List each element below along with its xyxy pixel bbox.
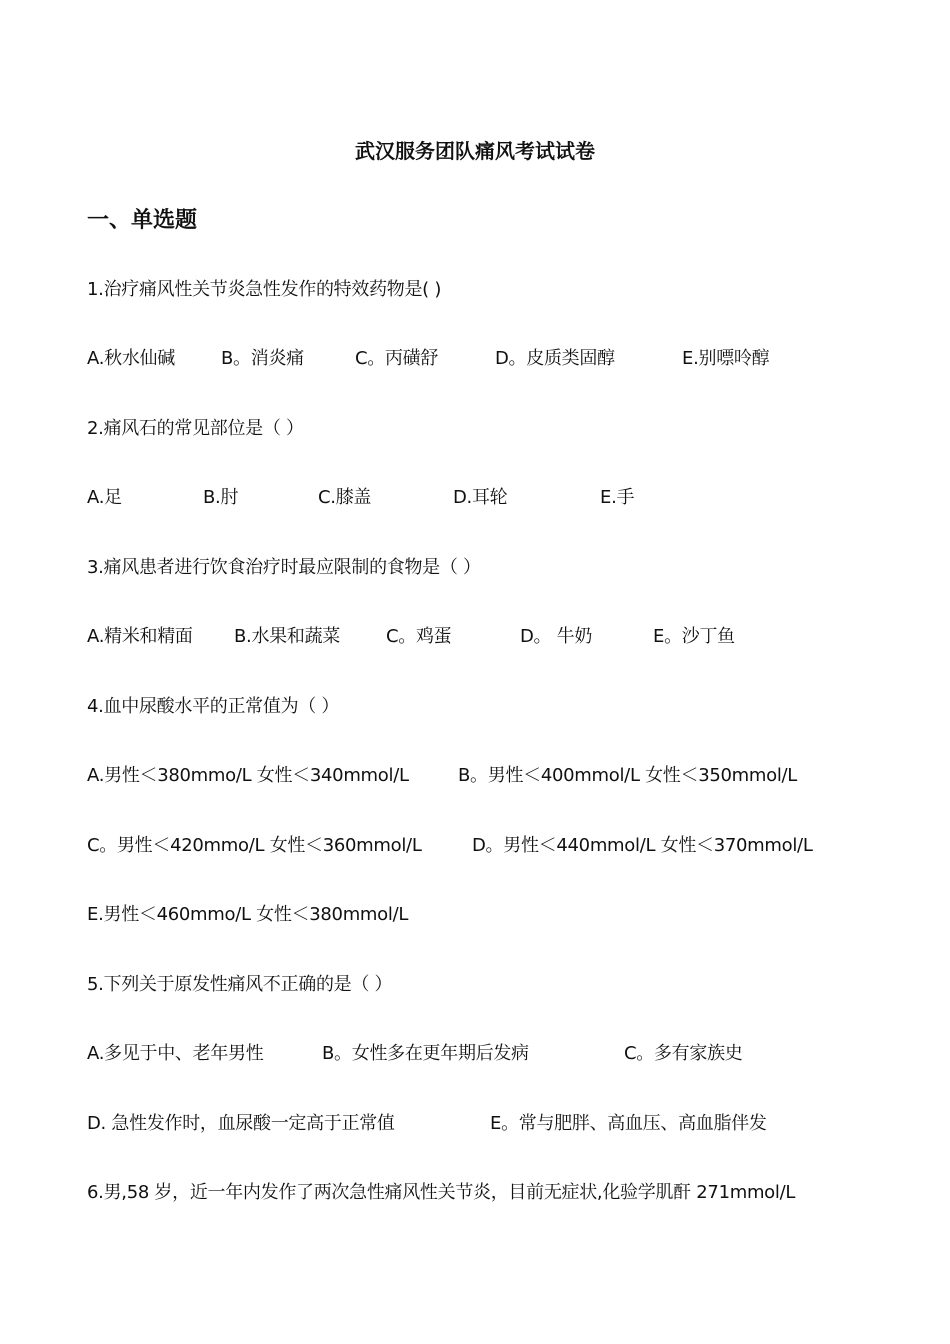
option-e: E.别嘌呤醇 — [682, 348, 770, 369]
option-a: A.足 — [87, 487, 122, 508]
option-d: D.耳轮 — [453, 487, 508, 508]
page-title: 武汉服务团队痛风考试试卷 — [355, 139, 595, 163]
option-e: E.男性＜460mmo/L 女性＜380mmol/L — [87, 904, 409, 925]
option-b: B。消炎痛 — [221, 348, 304, 369]
option-a: A.精米和精面 — [87, 626, 193, 647]
question-stem: 3.痛风患者进行饮食治疗时最应限制的食物是（ ） — [87, 557, 481, 578]
question-stem: 1.治疗痛风性关节炎急性发作的特效药物是( ) — [87, 279, 442, 300]
option-a: A.秋水仙碱 — [87, 348, 175, 369]
option-c: C.膝盖 — [318, 487, 372, 508]
option-a: A.多见于中、老年男性 — [87, 1043, 264, 1064]
option-c: C。丙磺舒 — [355, 348, 439, 369]
question-stem: 6.男,58 岁，近一年内发作了两次急性痛风性关节炎，目前无症状,化验学肌酐 271mmol/L — [87, 1182, 796, 1203]
question-stem: 2.痛风石的常见部位是（ ） — [87, 418, 304, 439]
option-b: B。男性＜400mmol/L 女性＜350mmol/L — [458, 765, 798, 786]
option-d: D. 急性发作时，血尿酸一定高于正常值 — [87, 1113, 395, 1134]
option-e: E.手 — [600, 487, 635, 508]
option-e: E。常与肥胖、高血压、高血脂伴发 — [490, 1113, 767, 1134]
option-c: C。鸡蛋 — [386, 626, 452, 647]
option-e: E。沙丁鱼 — [653, 626, 735, 647]
option-b: B。女性多在更年期后发病 — [322, 1043, 529, 1064]
question-stem: 4.血中尿酸水平的正常值为（ ） — [87, 696, 340, 717]
option-d: D。皮质类固醇 — [495, 348, 615, 369]
option-b: B.肘 — [203, 487, 239, 508]
option-d: D。 牛奶 — [520, 626, 593, 647]
option-a: A.男性＜380mmo/L 女性＜340mmol/L — [87, 765, 409, 786]
option-d: D。男性＜440mmol/L 女性＜370mmol/L — [472, 835, 813, 856]
question-stem: 5.下列关于原发性痛风不正确的是（ ） — [87, 974, 393, 995]
option-c: C。男性＜420mmo/L 女性＜360mmol/L — [87, 835, 422, 856]
section-heading: 一、单选题 — [87, 208, 198, 233]
option-c: C。多有家族史 — [624, 1043, 743, 1064]
option-b: B.水果和蔬菜 — [234, 626, 340, 647]
